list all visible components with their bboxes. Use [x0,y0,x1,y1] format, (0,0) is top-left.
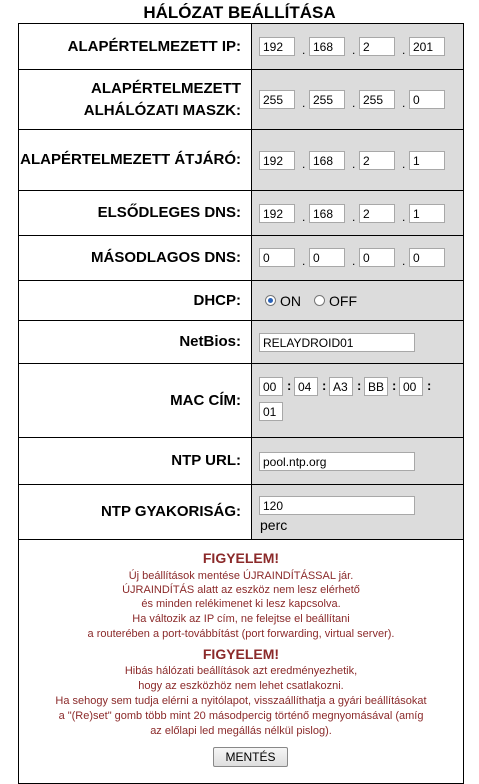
ip-octet-1[interactable] [259,37,295,56]
colon-separator: : [322,378,327,393]
gateway-octet-1[interactable] [259,151,295,170]
row-ntp-url [19,438,463,485]
mac-address-label: MAC CÍM: [19,364,252,437]
dot-separator: . [402,96,406,110]
warning-heading-1: FIGYELEM! [202,550,280,566]
dns1-octet-3[interactable] [359,204,395,223]
gateway-octet-4[interactable] [409,151,445,170]
row-primary-dns [19,191,463,236]
primary-dns-fields [252,191,463,235]
row-mac-address [19,364,463,438]
dhcp-label: DHCP: [19,281,252,320]
dhcp-off-radio[interactable] [314,295,325,306]
secondary-dns-fields [252,236,463,280]
mac-address-fields [252,364,463,437]
colon-separator: : [287,378,292,393]
row-default-ip [19,24,463,70]
ntp-frequency-field-wrap [252,485,463,539]
default-gateway-fields [252,130,463,190]
gateway-octet-3[interactable] [359,151,395,170]
row-ntp-frequency [19,485,463,540]
warning-text-line: Új beállítások mentése ÚJRAINDÍTÁSSAL jár. [128,570,354,582]
subnet-mask-fields [252,70,463,129]
mask-octet-3[interactable] [359,90,395,109]
dhcp-options [252,281,463,320]
gateway-octet-2[interactable] [309,151,345,170]
row-dhcp [19,281,463,321]
save-button[interactable]: MENTÉS [213,747,288,767]
dot-separator: . [402,210,406,224]
dot-separator: . [402,43,406,57]
dhcp-off-label: OFF [329,293,357,309]
mask-octet-4[interactable] [409,90,445,109]
warning-panel [19,540,463,783]
mac-byte-3[interactable] [329,377,353,396]
mask-octet-2[interactable] [309,90,345,109]
dns2-octet-2[interactable] [309,248,345,267]
dot-separator: . [302,157,306,171]
network-settings-table [18,23,464,784]
warning-text-line: hogy az eszközhöz nem lehet csatlakozni. [138,680,344,692]
ntp-url-label: NTP URL: [19,438,252,484]
row-secondary-dns [19,236,463,281]
ntp-url-input[interactable] [259,452,415,471]
dot-separator: . [402,254,406,268]
mac-byte-1[interactable] [259,377,283,396]
dhcp-on-label: ON [280,293,301,309]
dns1-octet-2[interactable] [309,204,345,223]
mac-byte-5[interactable] [399,377,423,396]
dot-separator: . [352,254,356,268]
dot-separator: . [352,43,356,57]
warning-heading-2: FIGYELEM! [202,646,280,662]
warning-text-line: Ha sehogy sem tudja elérni a nyitólapot, visszaállíthatja a gyári beállításokat [55,695,427,707]
warning-text-line: Ha változik az IP cím, ne felejtse el beállítani [132,613,350,625]
default-gateway-label: ALAPÉRTELMEZETT ÁTJÁRÓ: [19,130,252,190]
primary-dns-label: ELSŐDLEGES DNS: [19,191,252,235]
default-ip-fields [252,24,463,69]
warning-text-line: a "(Re)set" gomb több mint 20 másodpercig történő megnyomásával (amíg [58,710,424,722]
dot-separator: . [302,43,306,57]
netbios-field-wrap [252,321,463,363]
dns1-octet-1[interactable] [259,204,295,223]
mac-byte-4[interactable] [364,377,388,396]
ntp-url-field-wrap [252,438,463,484]
row-netbios [19,321,463,364]
row-default-gateway [19,130,463,191]
mask-octet-1[interactable] [259,90,295,109]
dot-separator: . [352,210,356,224]
subnet-mask-label: ALAPÉRTELMEZETT ALHÁLÓZATI MASZK: [19,70,252,129]
ntp-frequency-input[interactable] [259,496,415,515]
dns2-octet-4[interactable] [409,248,445,267]
ip-octet-3[interactable] [359,37,395,56]
ntp-frequency-label: NTP GYAKORISÁG: [19,485,252,539]
netbios-label: NetBios: [19,321,252,363]
colon-separator: : [427,378,432,393]
colon-separator: : [392,378,397,393]
dot-separator: . [352,157,356,171]
warning-text-line: és minden relékimenet ki lesz kapcsolva. [141,598,341,610]
mac-byte-2[interactable] [294,377,318,396]
dns2-octet-3[interactable] [359,248,395,267]
colon-separator: : [357,378,362,393]
dns2-octet-1[interactable] [259,248,295,267]
warning-text-line: Hibás hálózati beállítások azt eredményezhetik, [124,665,358,677]
dns1-octet-4[interactable] [409,204,445,223]
ip-octet-4[interactable] [409,37,445,56]
ip-octet-2[interactable] [309,37,345,56]
netbios-input[interactable] [259,333,415,352]
mac-byte-6[interactable] [259,402,283,421]
dot-separator: . [402,157,406,171]
dot-separator: . [302,254,306,268]
dhcp-on-radio[interactable] [265,295,276,306]
dot-separator: . [302,210,306,224]
page-title: HÁLÓZAT BEÁLLÍTÁSA [143,3,336,22]
ntp-frequency-unit: perc [260,517,288,533]
secondary-dns-label: MÁSODLAGOS DNS: [19,236,252,280]
default-ip-label: ALAPÉRTELMEZETT IP: [19,24,252,69]
warning-text-line: ÚJRAINDÍTÁS alatt az eszköz nem lesz elérhető [122,584,360,596]
warning-text-line: a routerében a port-továbbítást (port forwarding, virtual server). [87,628,395,640]
dot-separator: . [352,96,356,110]
dot-separator: . [302,96,306,110]
row-subnet-mask [19,70,463,130]
warning-text-line: az előlapi led megállás nélkül pislog). [150,725,332,737]
